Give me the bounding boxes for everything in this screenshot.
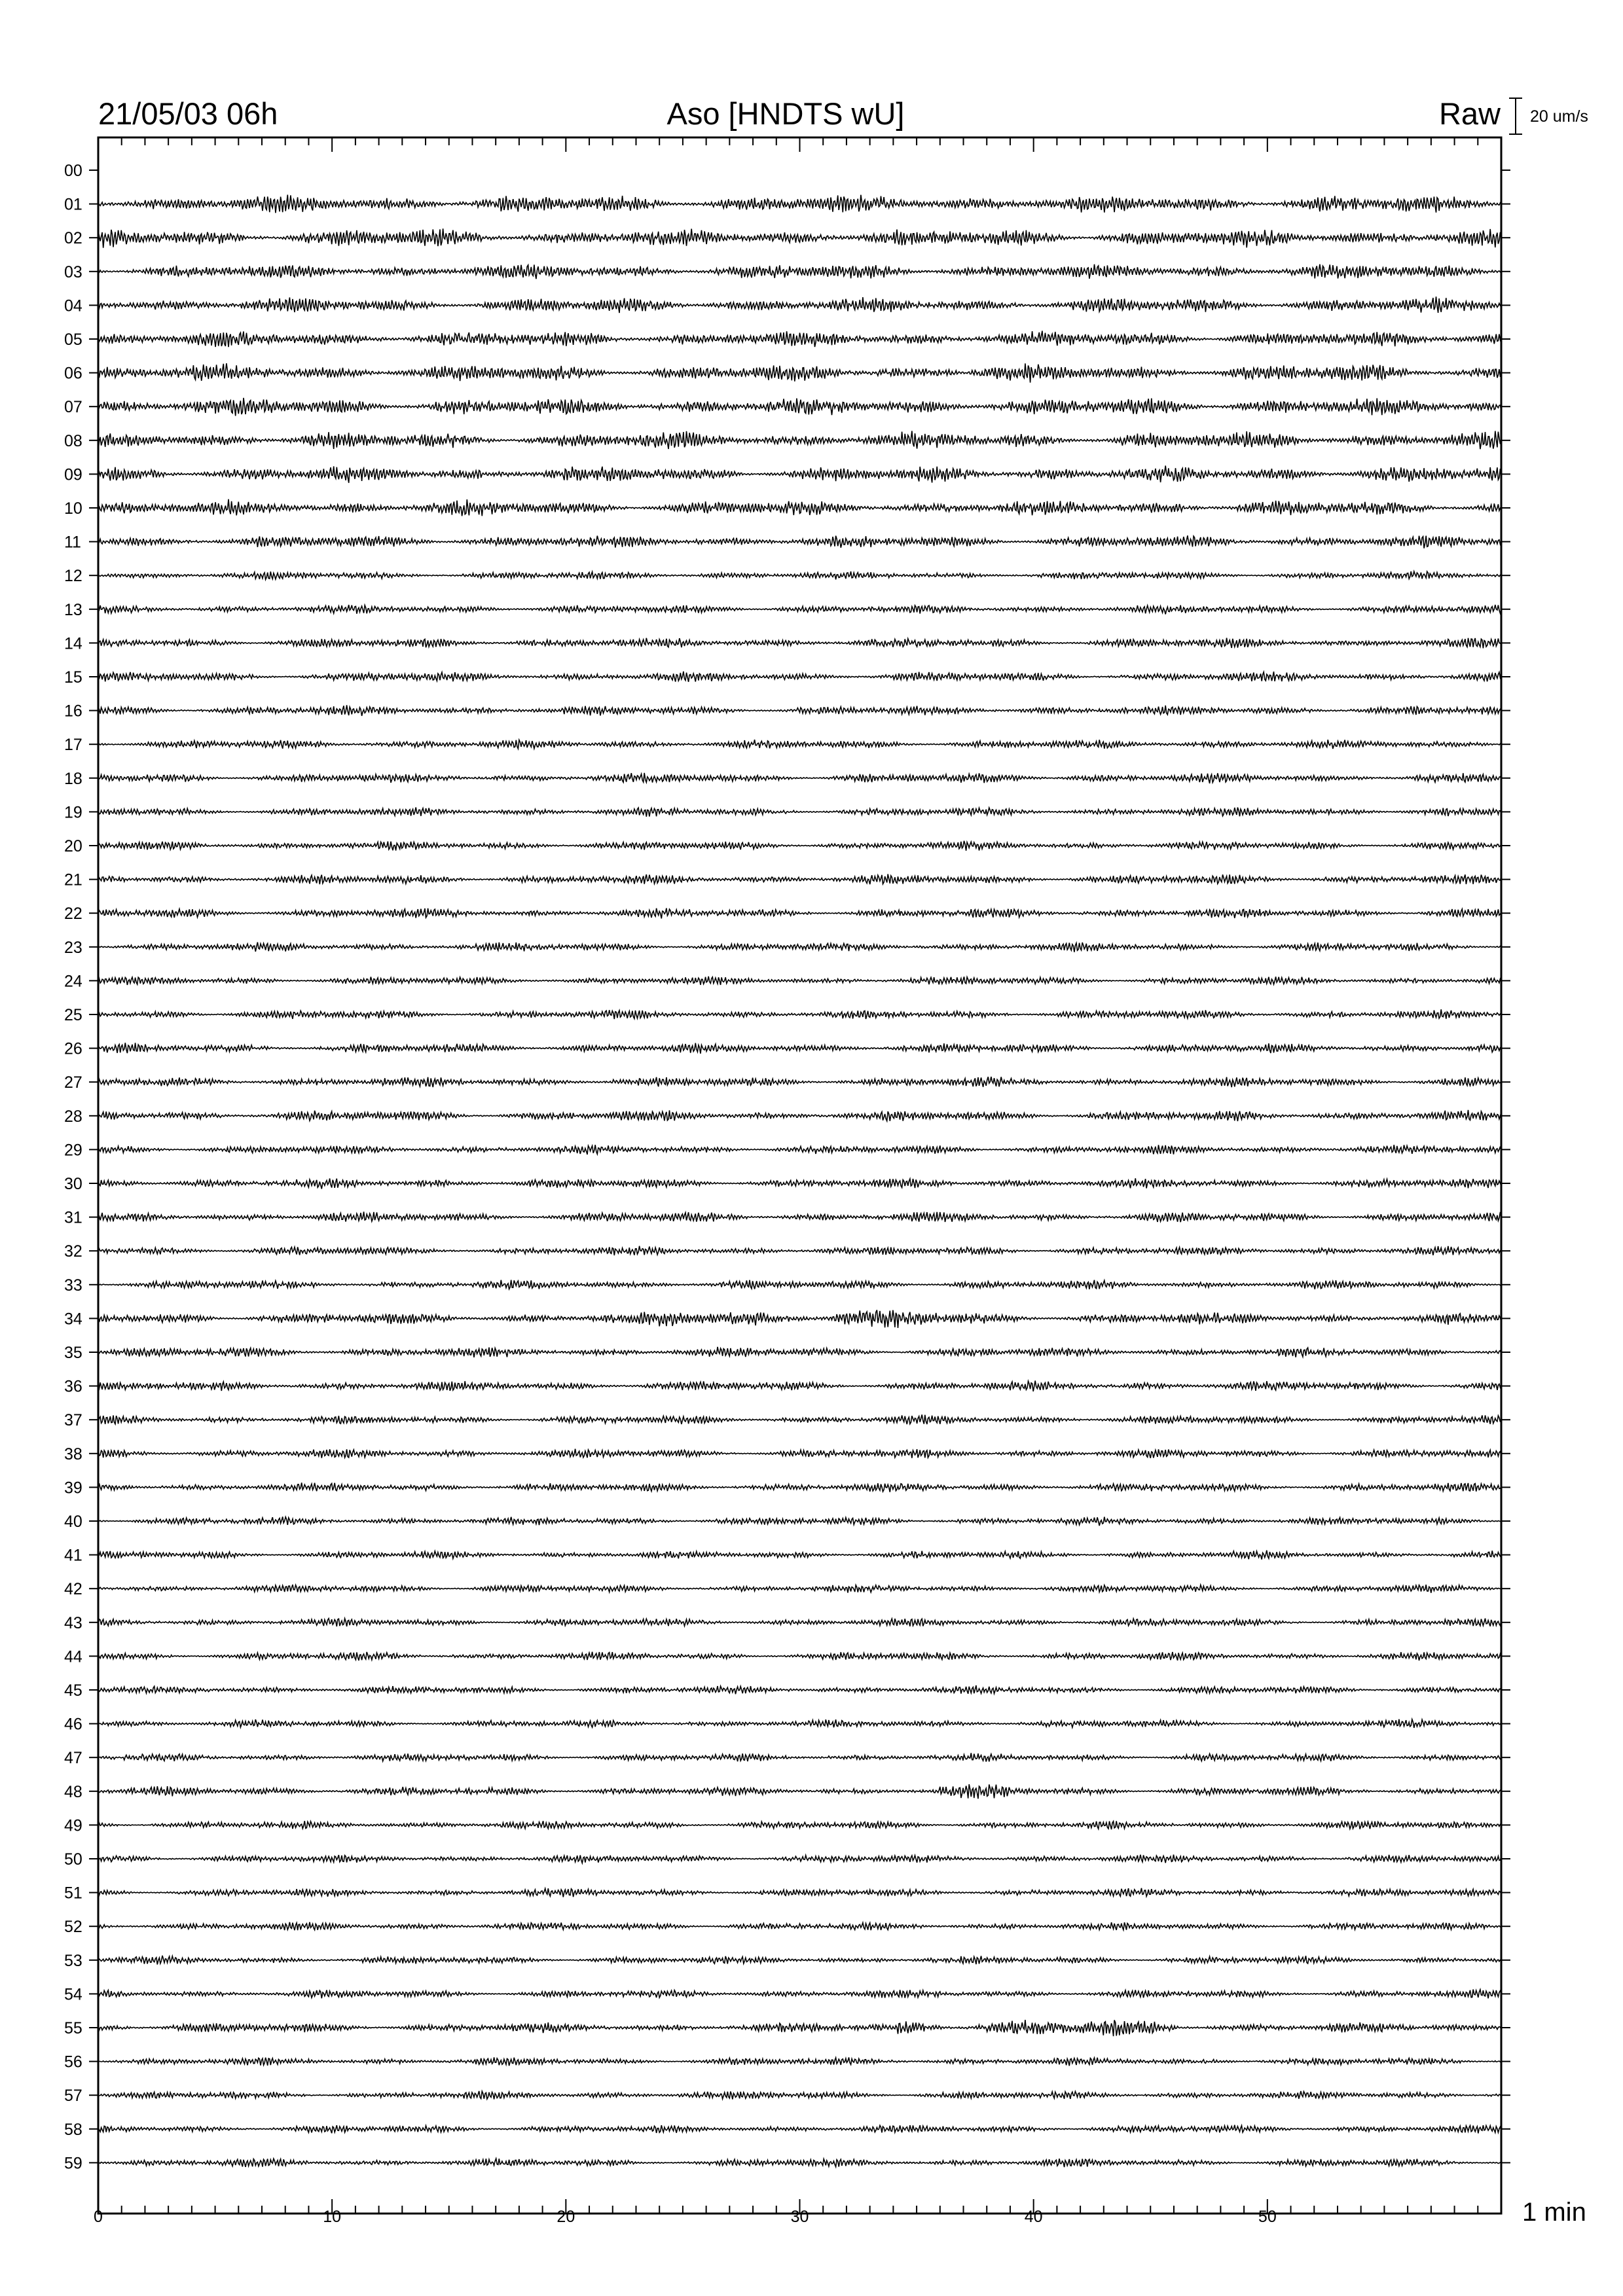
trace-row-02 xyxy=(98,228,1501,247)
row-label: 04 xyxy=(64,296,82,315)
row-label: 39 xyxy=(64,1479,82,1498)
trace-row-52 xyxy=(98,1922,1501,1930)
row-label: 51 xyxy=(64,1884,82,1903)
row-label: 42 xyxy=(64,1580,82,1599)
row-label: 14 xyxy=(64,634,82,653)
trace-row-19 xyxy=(98,808,1501,817)
trace-row-25 xyxy=(98,1009,1501,1019)
trace-row-56 xyxy=(98,2057,1501,2066)
row-label: 47 xyxy=(64,1749,82,1768)
trace-row-07 xyxy=(98,398,1501,416)
x-axis-label: 1 min xyxy=(1522,2198,1586,2227)
trace-row-05 xyxy=(98,331,1501,348)
row-label: 32 xyxy=(64,1242,82,1261)
trace-row-34 xyxy=(98,1310,1501,1328)
row-label: 45 xyxy=(64,1681,82,1700)
trace-row-36 xyxy=(98,1381,1501,1391)
row-label: 23 xyxy=(64,938,82,957)
trace-row-38 xyxy=(98,1449,1501,1458)
row-label: 07 xyxy=(64,398,82,417)
trace-row-57 xyxy=(98,2091,1501,2100)
trace-row-59 xyxy=(98,2159,1501,2167)
trace-row-18 xyxy=(98,773,1501,783)
trace-row-10 xyxy=(98,499,1501,516)
trace-row-40 xyxy=(98,1516,1501,1526)
row-label: 03 xyxy=(64,262,82,281)
row-label: 35 xyxy=(64,1344,82,1362)
row-label: 26 xyxy=(64,1039,82,1058)
row-label: 30 xyxy=(64,1175,82,1193)
row-label: 41 xyxy=(64,1546,82,1565)
trace-row-54 xyxy=(98,1990,1501,1999)
trace-row-29 xyxy=(98,1145,1501,1155)
row-label: 19 xyxy=(64,803,82,822)
trace-row-13 xyxy=(98,605,1501,614)
x-axis-labels xyxy=(94,2208,1277,2226)
trace-row-26 xyxy=(98,1043,1501,1053)
row-label: 57 xyxy=(64,2087,82,2106)
row-label: 15 xyxy=(64,668,82,687)
row-label: 53 xyxy=(64,1951,82,1970)
row-label: 16 xyxy=(64,702,82,721)
trace-row-12 xyxy=(98,571,1501,580)
plot-frame xyxy=(98,137,1501,2214)
trace-row-32 xyxy=(98,1246,1501,1255)
row-label: 25 xyxy=(64,1006,82,1024)
trace-row-17 xyxy=(98,740,1501,749)
row-label: 24 xyxy=(64,972,82,991)
trace-row-45 xyxy=(98,1685,1501,1694)
row-label: 08 xyxy=(64,431,82,450)
trace-row-24 xyxy=(98,977,1501,985)
trace-row-09 xyxy=(98,466,1501,483)
trace-row-30 xyxy=(98,1178,1501,1189)
trace-row-04 xyxy=(98,296,1501,313)
row-label: 11 xyxy=(64,533,81,552)
trace-row-41 xyxy=(98,1551,1501,1560)
trace-row-15 xyxy=(98,672,1501,682)
trace-row-48 xyxy=(98,1784,1501,1799)
x-tick-label: 50 xyxy=(1258,2208,1277,2226)
trace-row-31 xyxy=(98,1211,1501,1222)
trace-row-55 xyxy=(98,2020,1501,2036)
row-label: 54 xyxy=(64,1985,82,2004)
row-label: 52 xyxy=(64,1918,82,1937)
row-label: 49 xyxy=(64,1816,82,1835)
row-label: 12 xyxy=(64,567,82,586)
trace-row-58 xyxy=(98,2125,1501,2134)
row-label: 55 xyxy=(64,2019,82,2037)
row-label: 58 xyxy=(64,2120,82,2139)
row-label: 56 xyxy=(64,2053,82,2072)
trace-row-01 xyxy=(98,195,1501,213)
row-label: 10 xyxy=(64,499,82,518)
trace-row-49 xyxy=(98,1821,1501,1829)
row-label: 37 xyxy=(64,1411,82,1430)
row-labels xyxy=(64,162,82,2172)
trace-row-35 xyxy=(98,1347,1501,1357)
row-label: 38 xyxy=(64,1444,82,1463)
row-label: 06 xyxy=(64,364,82,383)
trace-row-06 xyxy=(98,363,1501,383)
trace-row-20 xyxy=(98,841,1501,851)
row-label: 43 xyxy=(64,1613,82,1632)
trace-row-23 xyxy=(98,942,1501,952)
row-label: 09 xyxy=(64,465,82,484)
row-label: 17 xyxy=(64,736,82,755)
row-label: 44 xyxy=(64,1647,82,1666)
row-label: 40 xyxy=(64,1513,82,1531)
row-label: 18 xyxy=(64,769,82,788)
row-label: 34 xyxy=(64,1310,82,1329)
trace-row-46 xyxy=(98,1719,1501,1728)
row-label: 31 xyxy=(64,1208,82,1227)
trace-row-14 xyxy=(98,638,1501,649)
trace-row-51 xyxy=(98,1888,1501,1897)
row-label: 22 xyxy=(64,905,82,924)
trace-row-50 xyxy=(98,1855,1501,1863)
trace-row-42 xyxy=(98,1585,1501,1593)
row-label: 20 xyxy=(64,837,82,855)
row-label: 13 xyxy=(64,600,82,619)
row-label: 21 xyxy=(64,870,82,889)
row-label: 29 xyxy=(64,1141,82,1160)
x-tick-label: 40 xyxy=(1024,2208,1043,2226)
trace-row-33 xyxy=(98,1280,1501,1289)
amplitude-scale-label: 20 um/s xyxy=(1530,107,1588,126)
x-tick-label: 20 xyxy=(556,2208,575,2226)
row-label: 00 xyxy=(64,162,82,180)
trace-row-21 xyxy=(98,874,1501,885)
x-tick-label: 0 xyxy=(94,2208,103,2226)
amplitude-scale-bar xyxy=(1509,98,1522,134)
trace-row-11 xyxy=(98,535,1501,548)
datetime-label: 21/05/03 06h xyxy=(98,96,278,131)
trace-row-22 xyxy=(98,908,1501,919)
trace-row-44 xyxy=(98,1652,1501,1660)
row-label: 50 xyxy=(64,1850,82,1869)
trace-row-53 xyxy=(98,1956,1501,1965)
row-label: 01 xyxy=(64,195,82,214)
x-tick-label: 10 xyxy=(323,2208,342,2226)
row-label: 59 xyxy=(64,2154,82,2173)
station-title: Aso [HNDTS wU] xyxy=(666,96,905,131)
x-tick-label: 30 xyxy=(790,2208,809,2226)
trace-row-39 xyxy=(98,1482,1501,1492)
row-label: 27 xyxy=(64,1073,82,1092)
seismic-traces xyxy=(98,195,1501,2168)
trace-row-47 xyxy=(98,1753,1501,1761)
row-label: 36 xyxy=(64,1377,82,1396)
row-label: 05 xyxy=(64,331,82,349)
time-axis-ticks xyxy=(89,137,1510,2214)
mode-label: Raw xyxy=(1438,96,1501,131)
row-label: 28 xyxy=(64,1107,82,1126)
trace-row-28 xyxy=(98,1110,1501,1121)
trace-row-16 xyxy=(98,705,1501,715)
row-label: 33 xyxy=(64,1276,82,1295)
row-label: 48 xyxy=(64,1782,82,1801)
trace-row-37 xyxy=(98,1414,1501,1424)
trace-row-27 xyxy=(98,1077,1501,1087)
row-label: 46 xyxy=(64,1715,82,1734)
trace-row-03 xyxy=(98,264,1501,279)
row-label: 02 xyxy=(64,229,82,248)
trace-row-08 xyxy=(98,431,1501,449)
trace-row-43 xyxy=(98,1619,1501,1626)
